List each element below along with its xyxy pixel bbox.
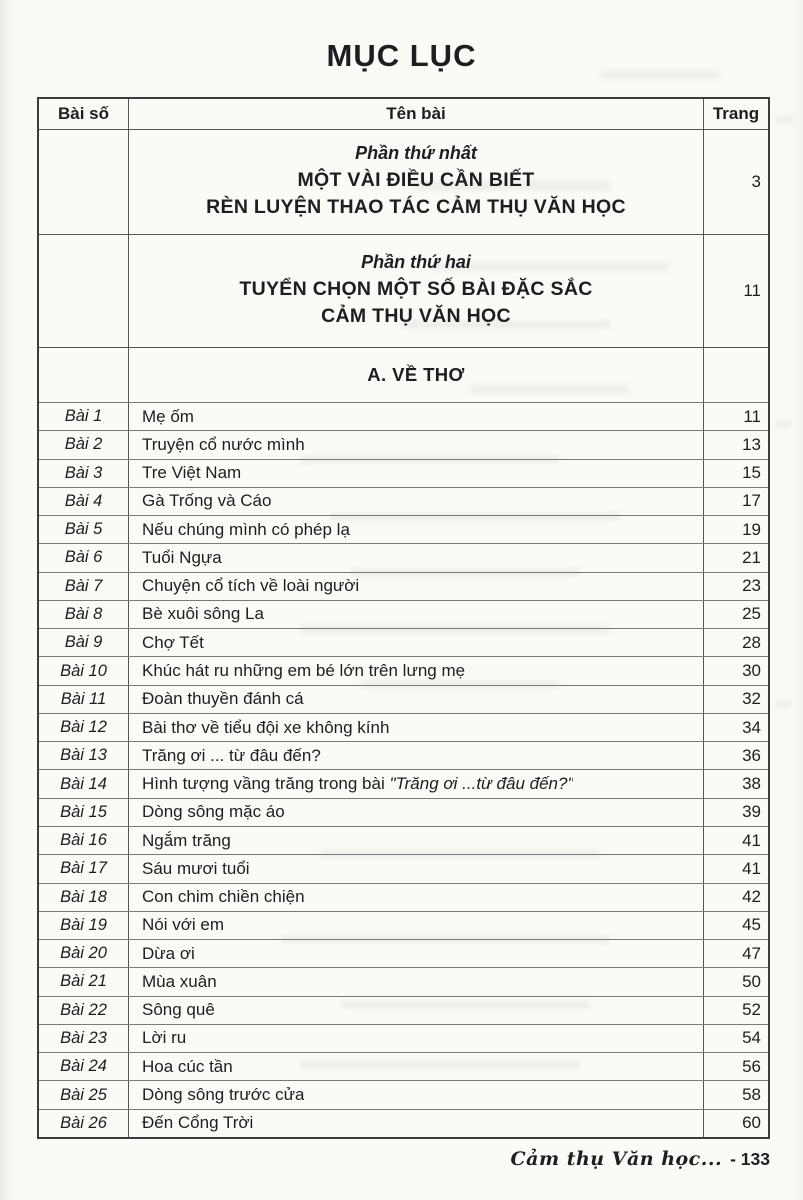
- row-page: 30: [742, 661, 761, 681]
- row-title-text: Dừa ơi: [142, 943, 195, 963]
- row-title: [142, 944, 195, 964]
- row-page: 21: [742, 547, 761, 567]
- row-page: 41: [742, 830, 761, 850]
- row-title-cell: [129, 799, 704, 826]
- row-page: 32: [742, 689, 761, 709]
- row-page: 11: [743, 406, 761, 426]
- row-bai-no: Bài 10: [39, 657, 129, 684]
- table-header-row: [39, 99, 768, 129]
- row-title-cell: [129, 742, 704, 769]
- row-title-text: Bè xuôi sông La: [142, 604, 264, 624]
- row-title-cell: [129, 686, 704, 713]
- table-row: [39, 430, 768, 458]
- table-row: [39, 402, 768, 430]
- part2-line2: CẢM THỤ VĂN HỌC: [321, 305, 511, 327]
- row-title: [142, 661, 465, 681]
- row-page: 54: [742, 1028, 761, 1048]
- row-bai-no: Bài 17: [39, 855, 129, 882]
- toc-table: [37, 97, 770, 1139]
- table-row: [39, 656, 768, 684]
- row-title-text: Sông quê: [142, 1000, 215, 1020]
- row-title-cell: [129, 629, 704, 656]
- row-title-text: Đến Cổng Trời: [142, 1113, 254, 1133]
- row-title: [142, 831, 231, 851]
- row-title-cell: [129, 1081, 704, 1108]
- row-title-text: Nói với em: [142, 915, 224, 935]
- row-title-cell: [129, 1025, 704, 1052]
- row-title-text: Lời ru: [142, 1028, 187, 1048]
- row-bai-no: Bài 14: [39, 770, 129, 797]
- row-title: [142, 576, 359, 596]
- row-title-cell: [129, 488, 704, 515]
- part2-heading: [129, 235, 704, 347]
- table-row: [39, 854, 768, 882]
- part1-row: [39, 129, 768, 234]
- row-title: [142, 746, 321, 766]
- row-page: 50: [742, 971, 761, 991]
- row-bai-no: Bài 15: [39, 799, 129, 826]
- row-title: [142, 520, 350, 540]
- table-row: [39, 713, 768, 741]
- row-page: 23: [742, 576, 761, 596]
- row-page: 17: [742, 491, 761, 511]
- row-title-text: Truyện cổ nước mình: [142, 434, 305, 454]
- scan-bleed-artifact: [775, 700, 791, 709]
- row-title-cell: [129, 516, 704, 543]
- row-title: [142, 915, 224, 935]
- row-title-cell: [129, 1053, 704, 1080]
- row-bai-no: Bài 3: [39, 460, 129, 487]
- row-title-text: Chuyện cổ tích về loài người: [142, 576, 360, 596]
- row-title-cell: [129, 544, 704, 571]
- row-bai-no: Bài 1: [39, 403, 129, 430]
- row-bai-no: Bài 2: [39, 431, 129, 458]
- table-row: [39, 826, 768, 854]
- row-bai-no: Bài 18: [39, 884, 129, 911]
- row-title: [142, 1000, 215, 1020]
- row-title: [142, 1028, 186, 1048]
- row-title: [142, 407, 194, 427]
- row-bai-no: Bài 23: [39, 1025, 129, 1052]
- row-bai-no: Bài 26: [39, 1110, 129, 1137]
- row-title-cell: [129, 714, 704, 741]
- row-title-cell: [129, 601, 704, 628]
- footer-page-number: - 133: [730, 1149, 770, 1169]
- row-bai-no: Bài 11: [39, 686, 129, 713]
- row-title-cell: [129, 573, 704, 600]
- row-title-text: Khúc hát ru những em bé lớn trên lưng mẹ: [142, 661, 466, 681]
- part1-kicker: Phần thứ nhất: [355, 142, 477, 163]
- row-title-text: Bài thơ về tiểu đội xe không kính: [142, 717, 390, 737]
- row-title-cell: [129, 460, 704, 487]
- row-page: 47: [742, 943, 761, 963]
- row-title-cell: [129, 940, 704, 967]
- row-bai-no: Bài 12: [39, 714, 129, 741]
- table-row: [39, 911, 768, 939]
- row-bai-no: Bài 6: [39, 544, 129, 571]
- part1-line1: MỘT VÀI ĐIỀU CẦN BIẾT: [297, 168, 535, 191]
- part2-kicker: Phần thứ hai: [361, 251, 471, 272]
- row-bai-no: Bài 22: [39, 997, 129, 1024]
- row-title: [142, 1113, 253, 1133]
- row-page: 25: [742, 604, 761, 624]
- row-bai-no: Bài 21: [39, 968, 129, 995]
- part2-line1: TUYỂN CHỌN MỘT SỐ BÀI ĐẶC SẮC: [239, 277, 593, 300]
- table-row: [39, 572, 768, 600]
- part1-line2: RÈN LUYỆN THAO TÁC CẢM THỤ VĂN HỌC: [206, 196, 626, 218]
- row-title-text: Hình tượng vầng trăng trong bài: [142, 774, 390, 794]
- row-bai-no: Bài 5: [39, 516, 129, 543]
- page-title: MỤC LỤC: [326, 38, 477, 73]
- row-title: [142, 463, 241, 483]
- row-title-cell: [129, 997, 704, 1024]
- section-a-row: [39, 347, 768, 402]
- scan-bleed-artifact: [775, 115, 793, 124]
- row-title-text: Con chim chiền chiện: [142, 887, 305, 907]
- row-title-text: Đoàn thuyền đánh cá: [142, 689, 304, 709]
- table-row: [39, 1080, 768, 1108]
- section-a-empty-cell: [39, 348, 129, 402]
- row-title-text: Chợ Tết: [142, 632, 204, 652]
- row-page: 52: [742, 1000, 761, 1020]
- row-page: 36: [742, 745, 761, 765]
- table-row: [39, 798, 768, 826]
- column-header-bai-so: Bài số: [39, 99, 129, 129]
- row-page: 15: [742, 463, 761, 483]
- row-title-cell: [129, 827, 704, 854]
- row-bai-no: Bài 19: [39, 912, 129, 939]
- row-title-text: Mùa xuân: [142, 971, 217, 991]
- row-page: 38: [742, 774, 761, 794]
- table-row: [39, 967, 768, 995]
- table-row: [39, 996, 768, 1024]
- row-page: 41: [742, 858, 761, 878]
- row-bai-no: Bài 16: [39, 827, 129, 854]
- section-a-heading: A. VỀ THƠ: [129, 348, 704, 402]
- row-bai-no: Bài 7: [39, 573, 129, 600]
- row-bai-no: Bài 9: [39, 629, 129, 656]
- row-bai-no: Bài 24: [39, 1053, 129, 1080]
- table-row: [39, 741, 768, 769]
- row-title-cell: [129, 657, 704, 684]
- row-title-text: Nếu chúng mình có phép lạ: [142, 519, 350, 539]
- row-title-text: Hoa cúc tần: [142, 1056, 233, 1076]
- row-page: 19: [742, 519, 761, 539]
- table-row: [39, 600, 768, 628]
- section-a-empty-page: [704, 348, 768, 402]
- row-title: [142, 689, 304, 709]
- part1-empty-cell: [39, 130, 129, 234]
- row-title: [142, 1085, 304, 1105]
- row-title-cell: [129, 770, 704, 797]
- row-title-text: Sáu mươi tuổi: [142, 858, 250, 878]
- table-row: [39, 1024, 768, 1052]
- row-page: 13: [742, 434, 761, 454]
- row-title: [142, 859, 250, 879]
- row-bai-no: Bài 4: [39, 488, 129, 515]
- row-title: [142, 548, 222, 568]
- toc-rows: [39, 402, 768, 1137]
- footer-book-title: Cảm thụ Văn học...: [510, 1148, 723, 1170]
- row-title-text: Mẹ ốm: [142, 406, 194, 426]
- row-title: [142, 972, 217, 992]
- table-row: [39, 459, 768, 487]
- row-title-cell: [129, 912, 704, 939]
- part2-page: 11: [743, 281, 761, 300]
- row-title-cell: [129, 1110, 704, 1137]
- row-title: [142, 633, 204, 653]
- row-title-text: Dòng sông trước cửa: [142, 1085, 305, 1104]
- row-title: [142, 604, 264, 624]
- row-title-text: Dòng sông mặc áo: [142, 802, 285, 822]
- row-title-cell: [129, 431, 704, 458]
- part1-page: 3: [751, 172, 761, 191]
- row-page: 45: [742, 915, 761, 935]
- row-title: [142, 774, 573, 794]
- table-row: [39, 628, 768, 656]
- table-row: [39, 883, 768, 911]
- row-bai-no: Bài 20: [39, 940, 129, 967]
- table-row: [39, 487, 768, 515]
- row-bai-no: Bài 25: [39, 1081, 129, 1108]
- row-title-text: Tre Việt Nam: [142, 463, 242, 483]
- row-page: 58: [742, 1085, 761, 1104]
- table-row: [39, 939, 768, 967]
- table-row: [39, 1109, 768, 1137]
- part2-row: [39, 234, 768, 347]
- row-bai-no: Bài 13: [39, 742, 129, 769]
- row-title-cell: [129, 968, 704, 995]
- row-title-text: Ngắm trăng: [142, 830, 231, 850]
- row-title: [142, 1057, 233, 1077]
- row-page: 60: [742, 1113, 761, 1133]
- row-title-cell: [129, 855, 704, 882]
- row-page: 34: [742, 717, 761, 737]
- scan-bleed-artifact: [775, 420, 791, 429]
- row-title: [142, 718, 389, 738]
- part2-empty-cell: [39, 235, 129, 347]
- table-row: [39, 769, 768, 797]
- column-header-ten-bai: Tên bài: [129, 99, 704, 129]
- row-page: 42: [742, 887, 761, 907]
- row-title: [142, 802, 285, 822]
- table-row: [39, 685, 768, 713]
- row-title-text: Tuổi Ngựa: [142, 547, 222, 567]
- row-title-cell: [129, 884, 704, 911]
- row-title: [142, 435, 305, 455]
- row-title: [142, 491, 271, 511]
- row-bai-no: Bài 8: [39, 601, 129, 628]
- row-page: 28: [742, 632, 761, 652]
- row-page: 39: [742, 802, 761, 822]
- row-title-text: Trăng ơi ... từ đâu đến?: [142, 745, 321, 765]
- row-title-text: Gà Trống và Cáo: [142, 491, 272, 511]
- table-row: [39, 515, 768, 543]
- table-row: [39, 1052, 768, 1080]
- row-page: 56: [742, 1056, 761, 1076]
- row-title-quote: "Trăng ơi ...từ đâu đến?": [389, 774, 574, 794]
- column-header-trang: Trang: [712, 104, 760, 123]
- page-footer: [511, 1148, 770, 1170]
- row-title-cell: [129, 403, 704, 430]
- part1-heading: [129, 130, 704, 234]
- row-title: [142, 887, 305, 907]
- table-row: [39, 543, 768, 571]
